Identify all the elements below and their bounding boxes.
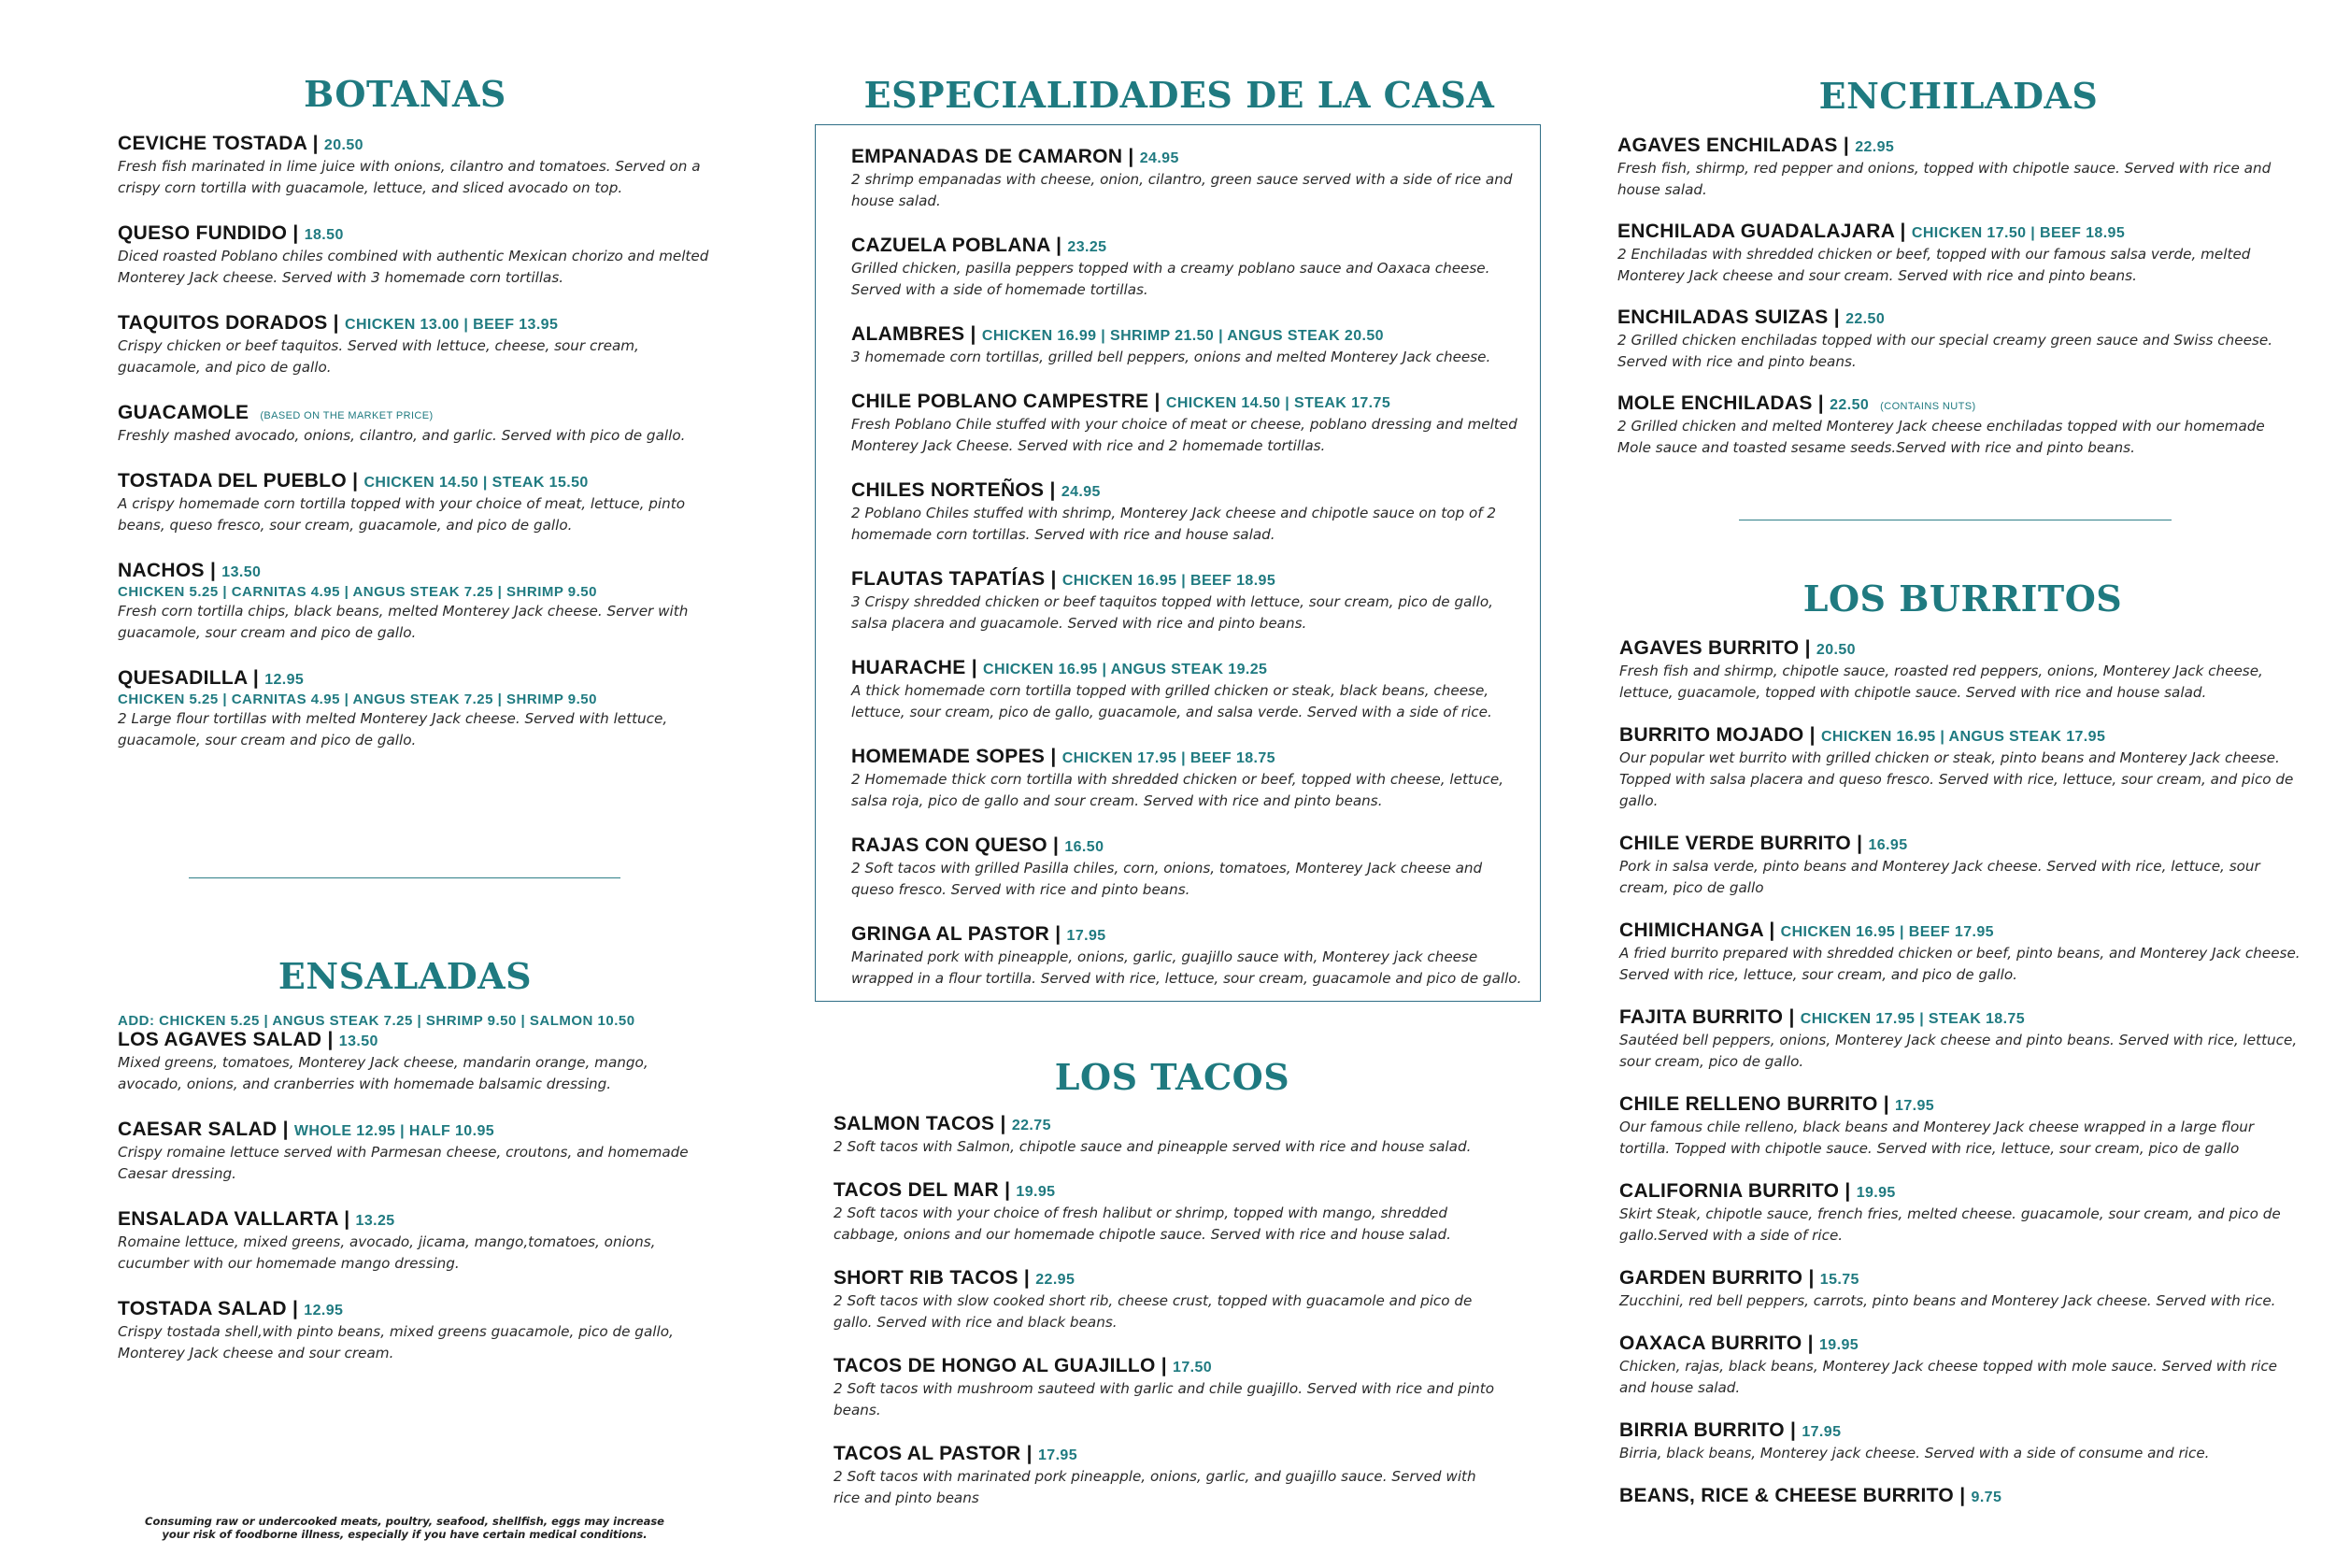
item-header bbox=[1617, 221, 2300, 243]
item-name: CEVICHE TOSTADA bbox=[118, 133, 307, 154]
item-header bbox=[851, 146, 1524, 168]
item-description: 2 Homemade thick corn tortilla with shredded chicken or beef, topped with cheese, lettuce, salsa roja, pico de gallo and sour cream. Served with rice and pinto beans. bbox=[851, 771, 1504, 809]
item-description: Sautéed bell peppers, onions, Monterey Jack cheese and pinto beans. Served with rice, lettuce, sour cream, pico de gallo. bbox=[1619, 1032, 2298, 1070]
item-price: 22.95 bbox=[1855, 139, 1895, 155]
price-separator: | bbox=[1954, 1485, 1972, 1506]
item-header bbox=[118, 470, 716, 492]
item-header bbox=[1619, 1180, 2306, 1203]
item-description: Pork in salsa verde, pinto beans and Monterey Jack cheese. Served with rice, lettuce, sour cream, pico de gallo bbox=[1619, 858, 2260, 896]
menu-item bbox=[851, 391, 1524, 457]
item-header bbox=[118, 1119, 716, 1141]
item-header bbox=[1617, 135, 2300, 157]
item-header bbox=[1617, 392, 2300, 415]
item-description: Our popular wet burrito with grilled chicken or steak, pinto beans and Monterey Jack cheese. Topped with salsa placera and queso fresco. Served with rice, lettuce, sour cream, and pico de gallo. bbox=[1619, 749, 2294, 809]
item-price: 17.95 bbox=[1066, 928, 1106, 944]
item-price: 20.50 bbox=[1816, 642, 1856, 658]
item-description: Diced roasted Poblano chiles combined with authentic Mexican chorizo and melted Monterey Jack cheese. Served with 3 homemade corn tortillas. bbox=[118, 248, 709, 286]
price-separator: | bbox=[1122, 146, 1140, 167]
item-name: ENSALADA VALLARTA bbox=[118, 1208, 339, 1230]
item-description: 2 Soft tacos with slow cooked short rib, cheese crust, topped with guacamole and pico de gallo. Served with rice and black beans. bbox=[833, 1292, 1473, 1331]
item-name: BEANS, RICE & CHEESE BURRITO bbox=[1619, 1485, 1955, 1506]
item-name: GUACAMOLE bbox=[118, 402, 249, 423]
divider bbox=[189, 877, 620, 878]
item-price: 20.50 bbox=[323, 137, 363, 153]
item-header bbox=[851, 235, 1524, 257]
price-separator: | bbox=[1851, 833, 1869, 854]
item-header bbox=[118, 1208, 716, 1231]
price-separator: | bbox=[1877, 1093, 1896, 1115]
item-price: 22.50 bbox=[1830, 397, 1870, 413]
item-name: BIRRIA BURRITO bbox=[1619, 1419, 1785, 1441]
item-header bbox=[1619, 1485, 2306, 1507]
section-title: BOTANAS bbox=[304, 73, 506, 115]
item-header bbox=[118, 667, 716, 690]
item-description: Our famous chile relleno, black beans and Monterey Jack cheese wrapped in a large flour tortilla. Topped with chipotle sauce. Served with rice, lettuce, sour cream, pico de gallo bbox=[1619, 1119, 2255, 1157]
item-price: 24.95 bbox=[1061, 484, 1101, 500]
item-price: CHICKEN 16.95 | ANGUS STEAK 19.25 bbox=[983, 662, 1268, 677]
price-separator: | bbox=[964, 323, 982, 345]
menu-item bbox=[1619, 1006, 2306, 1073]
menu-item bbox=[1619, 637, 2306, 704]
item-price: CHICKEN 16.99 | SHRIMP 21.50 | ANGUS STEAK 20.50 bbox=[981, 328, 1384, 344]
ensaladas-items bbox=[118, 1029, 716, 1364]
item-name: TOSTADA SALAD bbox=[118, 1298, 287, 1319]
menu-item bbox=[851, 146, 1524, 212]
burritos-items bbox=[1619, 637, 2306, 1507]
price-separator: | bbox=[1020, 1443, 1038, 1464]
item-header bbox=[1619, 1333, 2306, 1355]
menu-item bbox=[1617, 392, 2300, 459]
burritos-section bbox=[1619, 577, 2306, 1507]
item-price: CHICKEN 17.95 | BEEF 18.75 bbox=[1061, 750, 1275, 766]
item-description: Fresh corn tortilla chips, black beans, melted Monterey Jack cheese. Server with guacamole, sour cream and pico de gallo. bbox=[118, 603, 689, 641]
item-header bbox=[851, 746, 1524, 768]
ensaladas-addon: ADD: CHICKEN 5.25 | ANGUS STEAK 7.25 | SHRIMP 9.50 | SALMON 10.50 bbox=[118, 1013, 635, 1029]
menu-item bbox=[118, 1119, 716, 1185]
especialidades-title-wrap bbox=[815, 74, 1544, 116]
price-separator: | bbox=[321, 1029, 339, 1050]
item-name: CALIFORNIA BURRITO bbox=[1619, 1180, 1840, 1202]
item-price: 19.95 bbox=[1819, 1337, 1859, 1353]
item-name: CHILE RELLENO BURRITO bbox=[1619, 1093, 1878, 1115]
item-addons: CHICKEN 5.25 | CARNITAS 4.95 | ANGUS STEAK 7.25 | SHRIMP 9.50 bbox=[118, 691, 597, 707]
item-header bbox=[833, 1179, 1506, 1202]
item-addons: CHICKEN 5.25 | CARNITAS 4.95 | ANGUS STEAK 7.25 | SHRIMP 9.50 bbox=[118, 584, 597, 600]
item-name: ENCHILADAS SUIZAS bbox=[1617, 306, 1829, 328]
item-header bbox=[1619, 1419, 2306, 1442]
item-name: CHILE VERDE BURRITO bbox=[1619, 833, 1851, 854]
item-header bbox=[118, 222, 716, 245]
price-separator: | bbox=[1044, 479, 1061, 501]
item-name: HUARACHE bbox=[851, 657, 966, 678]
item-description: 2 Poblano Chiles stuffed with shrimp, Monterey Jack cheese and chipotle sauce on top of 2 homemade corn tortillas. Served with rice and house salad. bbox=[851, 505, 1497, 543]
menu-item bbox=[851, 746, 1524, 812]
item-price: 16.50 bbox=[1064, 839, 1104, 855]
item-name: ENCHILADA GUADALAJARA bbox=[1617, 221, 1895, 242]
price-separator: | bbox=[1812, 392, 1830, 414]
ensaladas-section bbox=[118, 955, 716, 1364]
item-price: 13.50 bbox=[221, 564, 262, 580]
menu-item bbox=[1619, 1485, 2306, 1507]
item-description: 2 shrimp empanadas with cheese, onion, cilantro, green sauce served with a side of rice and house salad. bbox=[851, 171, 1513, 209]
menu-item bbox=[1619, 833, 2306, 899]
item-price: 13.50 bbox=[338, 1033, 378, 1049]
item-header bbox=[1619, 637, 2306, 660]
item-name: QUESADILLA bbox=[118, 667, 248, 689]
menu-item bbox=[833, 1443, 1506, 1509]
item-name: EMPANADAS DE CAMARON bbox=[851, 146, 1123, 167]
item-name: FAJITA BURRITO bbox=[1619, 1006, 1784, 1028]
especialidades-items bbox=[851, 146, 1524, 990]
price-separator: | bbox=[338, 1208, 356, 1230]
item-price: CHICKEN 14.50 | STEAK 15.50 bbox=[363, 475, 589, 491]
price-separator: | bbox=[1828, 306, 1846, 328]
price-separator: | bbox=[1783, 1006, 1801, 1028]
item-description: Romaine lettuce, mixed greens, avocado, jicama, mango,tomatoes, onions, cucumber with our homemade mango dressing. bbox=[118, 1233, 656, 1272]
price-separator: | bbox=[247, 667, 265, 689]
price-separator: | bbox=[998, 1179, 1017, 1201]
item-description: Chicken, rajas, black beans, Monterey Jack cheese topped with mole sauce. Served with rice and house salad. bbox=[1619, 1358, 2278, 1396]
price-separator: | bbox=[1155, 1355, 1174, 1376]
item-price: 17.95 bbox=[1895, 1098, 1935, 1114]
item-name: CHILE POBLANO CAMPESTRE bbox=[851, 391, 1149, 412]
item-price: CHICKEN 17.95 | STEAK 18.75 bbox=[1800, 1011, 2026, 1027]
item-price: WHOLE 12.95 | HALF 10.95 bbox=[293, 1123, 495, 1139]
item-header bbox=[1619, 919, 2306, 942]
item-price: 18.50 bbox=[304, 227, 344, 243]
disclaimer: Consuming raw or undercooked meats, poultry, seafood, shellfish, eggs may increase your risk of foodborne illness, especially if you have certain medical conditions. bbox=[145, 1515, 664, 1541]
item-price: 12.95 bbox=[264, 672, 305, 688]
item-description: 2 Soft tacos with your choice of fresh halibut or shrimp, topped with mango, shredded cabbage, onions and our homemade chipotle sauce. Served with rice and house salad. bbox=[833, 1205, 1452, 1243]
menu-item bbox=[118, 667, 716, 751]
botanas-section bbox=[118, 73, 716, 751]
menu-item bbox=[1619, 724, 2306, 812]
item-header bbox=[1619, 1267, 2306, 1290]
menu-item bbox=[851, 568, 1524, 634]
item-header bbox=[851, 834, 1524, 857]
menu-item bbox=[851, 657, 1524, 723]
menu-item bbox=[1617, 135, 2300, 201]
item-description: Fresh Poblano Chile stuffed with your choice of meat or cheese, poblano dressing and melted Monterey Jack Cheese. Served with rice and 2 homemade tortillas. bbox=[851, 416, 1517, 454]
item-header bbox=[851, 323, 1524, 346]
item-description: Mixed greens, tomatoes, Monterey Jack cheese, mandarin orange, mango, avocado, onions, and cranberries with homemade balsamic dressing. bbox=[118, 1054, 648, 1092]
menu-item bbox=[118, 1298, 716, 1364]
item-name: LOS AGAVES SALAD bbox=[118, 1029, 322, 1050]
item-price: 17.95 bbox=[1802, 1424, 1842, 1440]
price-separator: | bbox=[1045, 568, 1062, 590]
price-separator: | bbox=[1799, 637, 1816, 659]
menu-item bbox=[1617, 221, 2300, 287]
menu-item bbox=[1619, 1267, 2306, 1312]
price-separator: | bbox=[346, 470, 364, 492]
item-description: 2 Soft tacos with Salmon, chipotle sauce and pineapple served with rice and house salad. bbox=[833, 1138, 1472, 1155]
item-name: SHORT RIB TACOS bbox=[833, 1267, 1018, 1289]
item-name: GRINGA AL PASTOR bbox=[851, 923, 1050, 945]
item-description: Crispy romaine lettuce served with Parmesan cheese, croutons, and homemade Caesar dressing. bbox=[118, 1144, 689, 1182]
menu-item bbox=[833, 1113, 1506, 1158]
item-description: 2 Grilled chicken and melted Monterey Jack cheese enchiladas topped with our homemade Mole sauce and toasted sesame seeds.Served with rice and pinto beans. bbox=[1617, 418, 2265, 456]
item-description: 3 homemade corn tortillas, grilled bell peppers, onions and melted Monterey Jack cheese. bbox=[851, 349, 1491, 365]
item-description: 2 Large flour tortillas with melted Monterey Jack cheese. Served with lettuce, guacamole, sour cream and pico de gallo. bbox=[118, 710, 668, 748]
item-description: Fresh fish and shirmp, chipotle sauce, roasted red peppers, onions, Monterey Jack cheese, lettuce, guacamole, topped with chipotle sauce. Served with rice and house salad. bbox=[1619, 663, 2263, 701]
item-price: 17.95 bbox=[1037, 1447, 1078, 1463]
item-name: QUESO FUNDIDO bbox=[118, 222, 288, 244]
item-name: TACOS DE HONGO AL GUAJILLO bbox=[833, 1355, 1156, 1376]
item-header bbox=[851, 479, 1524, 502]
item-price: 24.95 bbox=[1139, 150, 1179, 166]
item-name: RAJAS CON QUESO bbox=[851, 834, 1047, 856]
price-separator: | bbox=[1045, 746, 1062, 767]
item-price: 23.25 bbox=[1067, 239, 1107, 255]
item-description: 2 Enchiladas with shredded chicken or beef, topped with our famous salsa verde, melted Monterey Jack cheese and sour cream. Served with rice and pinto beans. bbox=[1617, 246, 2251, 284]
item-price: 22.50 bbox=[1845, 311, 1886, 327]
item-price: CHICKEN 17.50 | BEEF 18.95 bbox=[1911, 225, 2126, 241]
item-description: Crispy chicken or beef taquitos. Served with lettuce, cheese, sour cream, guacamole, and pico de gallo. bbox=[118, 337, 639, 376]
menu-item bbox=[118, 470, 716, 536]
menu-item bbox=[118, 1029, 716, 1095]
section-title: ENSALADAS bbox=[278, 955, 533, 997]
item-description: 2 Grilled chicken enchiladas topped with our special creamy green sauce and Swiss cheese. Served with rice and pinto beans. bbox=[1617, 332, 2273, 370]
item-header bbox=[1619, 1006, 2306, 1029]
item-description: A crispy homemade corn tortilla topped with your choice of meat, lettuce, pinto beans, queso fresco, sour cream, guacamole, and pico de gallo. bbox=[118, 495, 686, 534]
menu-item bbox=[851, 235, 1524, 301]
price-separator: | bbox=[286, 1298, 305, 1319]
price-separator: | bbox=[1837, 135, 1856, 156]
item-name: TACOS DEL MAR bbox=[833, 1179, 999, 1201]
item-price: 19.95 bbox=[1016, 1184, 1056, 1200]
item-price: 9.75 bbox=[1971, 1490, 2002, 1505]
item-price: 15.75 bbox=[1819, 1272, 1859, 1288]
item-price: CHICKEN 16.95 | BEEF 17.95 bbox=[1780, 924, 1994, 940]
item-price: CHICKEN 14.50 | STEAK 17.75 bbox=[1165, 395, 1391, 411]
item-header bbox=[118, 402, 716, 424]
item-name: CHILES NORTEÑOS bbox=[851, 479, 1045, 501]
item-description: Marinated pork with pineapple, onions, garlic, guajillo sauce with, Monterey jack cheese wrapped in a flour tortilla. Served with rice, lettuce, sour cream, guacamole and pico de gallo. bbox=[851, 948, 1522, 987]
tacos-items bbox=[833, 1113, 1506, 1509]
item-name: ALAMBRES bbox=[851, 323, 965, 345]
menu-item bbox=[1619, 1333, 2306, 1399]
item-description: Zucchini, red bell peppers, carrots, pinto beans and Monterey Jack cheese. Served with rice. bbox=[1619, 1292, 2276, 1309]
item-header bbox=[118, 312, 716, 335]
item-price: 17.50 bbox=[1173, 1360, 1213, 1376]
price-separator: | bbox=[994, 1113, 1012, 1134]
item-header bbox=[851, 391, 1524, 413]
enchiladas-items bbox=[1617, 135, 2300, 459]
menu-item bbox=[1619, 919, 2306, 986]
item-description: Birria, black beans, Monterey jack cheese. Served with a side of consume and rice. bbox=[1619, 1445, 2210, 1461]
menu-item bbox=[1619, 1180, 2306, 1247]
price-separator: | bbox=[1018, 1267, 1036, 1289]
item-header bbox=[118, 133, 716, 155]
item-description: Skirt Steak, chipotle sauce, french fries, melted cheese. guacamole, sour cream, and pico de gallo.Served with a side of rice. bbox=[1619, 1205, 2281, 1244]
price-separator: | bbox=[1049, 923, 1067, 945]
item-note: (BASED ON THE MARKET PRICE) bbox=[260, 410, 434, 421]
menu-item bbox=[833, 1179, 1506, 1246]
item-price: 13.25 bbox=[355, 1213, 395, 1229]
item-header bbox=[118, 560, 716, 582]
price-separator: | bbox=[327, 312, 345, 334]
item-description: A fried burrito prepared with shredded chicken or beef, pinto beans, and Monterey Jack cheese. Served with rice, lettuce, sour cream, and pico de gallo. bbox=[1619, 945, 2300, 983]
item-header bbox=[851, 568, 1524, 591]
item-header bbox=[851, 923, 1524, 946]
item-name: AGAVES ENCHILADAS bbox=[1617, 135, 1838, 156]
item-description: Grilled chicken, pasilla peppers topped with a creamy poblano sauce and Oaxaca cheese. Served with a side of homemade tortillas. bbox=[851, 260, 1490, 298]
section-title: ENCHILADAS bbox=[1818, 75, 2099, 117]
item-name: CAZUELA POBLANA bbox=[851, 235, 1050, 256]
section-title: LOS BURRITOS bbox=[1802, 577, 2123, 620]
item-description: A thick homemade corn tortilla topped with grilled chicken or steak, black beans, cheese, lettuce, sour cream, pico de gallo, guacamole, and salsa verde. Served with a side of rice. bbox=[851, 682, 1492, 720]
item-description: 2 Soft tacos with marinated pork pineapple, onions, garlic, and guajillo sauce. Served with rice and pinto beans bbox=[833, 1468, 1476, 1506]
menu-item bbox=[1617, 306, 2300, 373]
menu-item bbox=[118, 222, 716, 289]
menu-item bbox=[118, 402, 716, 447]
item-description: Fresh fish marinated in lime juice with onions, cilantro and tomatoes. Served on a crispy corn tortilla with guacamole, lettuce, and sliced avocado on top. bbox=[118, 158, 701, 196]
price-separator: | bbox=[277, 1119, 294, 1140]
item-name: OAXACA BURRITO bbox=[1619, 1333, 1802, 1354]
price-separator: | bbox=[1802, 1267, 1820, 1289]
item-price: CHICKEN 16.95 | BEEF 18.95 bbox=[1061, 573, 1276, 589]
price-separator: | bbox=[204, 560, 222, 581]
enchiladas-section bbox=[1617, 75, 2300, 459]
price-separator: | bbox=[1894, 221, 1912, 242]
price-separator: | bbox=[1049, 235, 1068, 256]
item-name: SALMON TACOS bbox=[833, 1113, 995, 1134]
item-name: BURRITO MOJADO bbox=[1619, 724, 1804, 746]
menu-item bbox=[833, 1355, 1506, 1421]
item-name: GARDEN BURRITO bbox=[1619, 1267, 1803, 1289]
menu-item bbox=[851, 834, 1524, 901]
price-separator: | bbox=[965, 657, 984, 678]
item-name: TACOS AL PASTOR bbox=[833, 1443, 1021, 1464]
item-description: 3 Crispy shredded chicken or beef taquitos topped with lettuce, sour cream, pico de gallo, salsa placera and guacamole. Served with rice and pinto beans. bbox=[851, 593, 1493, 632]
item-description: Fresh fish, shirmp, red pepper and onions, topped with chipotle sauce. Served with rice and house salad. bbox=[1617, 160, 2272, 198]
item-name: CAESAR SALAD bbox=[118, 1119, 278, 1140]
item-description: Crispy tostada shell,with pinto beans, mixed greens guacamole, pico de gallo, Monterey Jack cheese and sour cream. bbox=[118, 1323, 674, 1361]
item-header bbox=[118, 1029, 716, 1051]
section-title: LOS TACOS bbox=[1054, 1056, 1290, 1098]
item-name: CHIMICHANGA bbox=[1619, 919, 1764, 941]
menu-item bbox=[833, 1267, 1506, 1333]
item-name: AGAVES BURRITO bbox=[1619, 637, 1800, 659]
price-separator: | bbox=[1839, 1180, 1857, 1202]
price-separator: | bbox=[1148, 391, 1166, 412]
price-separator: | bbox=[287, 222, 305, 244]
section-title: ESPECIALIDADES DE LA CASA bbox=[863, 74, 1495, 116]
item-name: NACHOS bbox=[118, 560, 205, 581]
item-name: FLAUTAS TAPATÍAS bbox=[851, 568, 1046, 590]
price-separator: | bbox=[1802, 1333, 1819, 1354]
item-price: 22.75 bbox=[1011, 1118, 1051, 1133]
menu-item bbox=[851, 323, 1524, 368]
tacos-section bbox=[833, 1056, 1506, 1509]
price-separator: | bbox=[1047, 834, 1065, 856]
item-description: 2 Soft tacos with grilled Pasilla chiles, corn, onions, tomatoes, Monterey Jack cheese and queso fresco. Served with rice and pinto beans. bbox=[851, 860, 1483, 898]
item-header bbox=[1619, 724, 2306, 747]
item-price: CHICKEN 16.95 | ANGUS STEAK 17.95 bbox=[1820, 729, 2106, 745]
item-header bbox=[833, 1267, 1506, 1290]
item-price: 19.95 bbox=[1856, 1185, 1896, 1201]
item-header bbox=[1619, 833, 2306, 855]
menu-item bbox=[118, 312, 716, 378]
menu-item bbox=[851, 923, 1524, 990]
item-header bbox=[833, 1113, 1506, 1135]
item-price: 12.95 bbox=[304, 1303, 344, 1319]
item-name: TOSTADA DEL PUEBLO bbox=[118, 470, 347, 492]
menu-item bbox=[851, 479, 1524, 546]
item-description: Freshly mashed avocado, onions, cilantro, and garlic. Served with pico de gallo. bbox=[118, 427, 686, 444]
botanas-items bbox=[118, 133, 716, 751]
item-name: MOLE ENCHILADAS bbox=[1617, 392, 1813, 414]
item-price: 16.95 bbox=[1868, 837, 1908, 853]
item-name: HOMEMADE SOPES bbox=[851, 746, 1046, 767]
item-note: (CONTAINS NUTS) bbox=[1880, 401, 1976, 412]
menu-item bbox=[118, 1208, 716, 1275]
item-description: 2 Soft tacos with mushroom sauteed with garlic and chile guajillo. Served with rice and pinto beans. bbox=[833, 1380, 1495, 1418]
price-separator: | bbox=[306, 133, 324, 154]
item-header bbox=[833, 1355, 1506, 1377]
item-header bbox=[833, 1443, 1506, 1465]
menu-item bbox=[1619, 1093, 2306, 1160]
item-header bbox=[1619, 1093, 2306, 1116]
item-name: TAQUITOS DORADOS bbox=[118, 312, 328, 334]
item-header bbox=[851, 657, 1524, 679]
price-separator: | bbox=[1763, 919, 1781, 941]
price-separator: | bbox=[1784, 1419, 1802, 1441]
menu-item bbox=[118, 133, 716, 199]
especialidades-section bbox=[851, 146, 1524, 990]
item-header bbox=[1617, 306, 2300, 329]
price-separator: | bbox=[1803, 724, 1821, 746]
item-price: CHICKEN 13.00 | BEEF 13.95 bbox=[344, 317, 559, 333]
item-header bbox=[118, 1298, 716, 1320]
item-price: 22.95 bbox=[1035, 1272, 1075, 1288]
menu-item bbox=[118, 560, 716, 644]
menu-item bbox=[1619, 1419, 2306, 1464]
